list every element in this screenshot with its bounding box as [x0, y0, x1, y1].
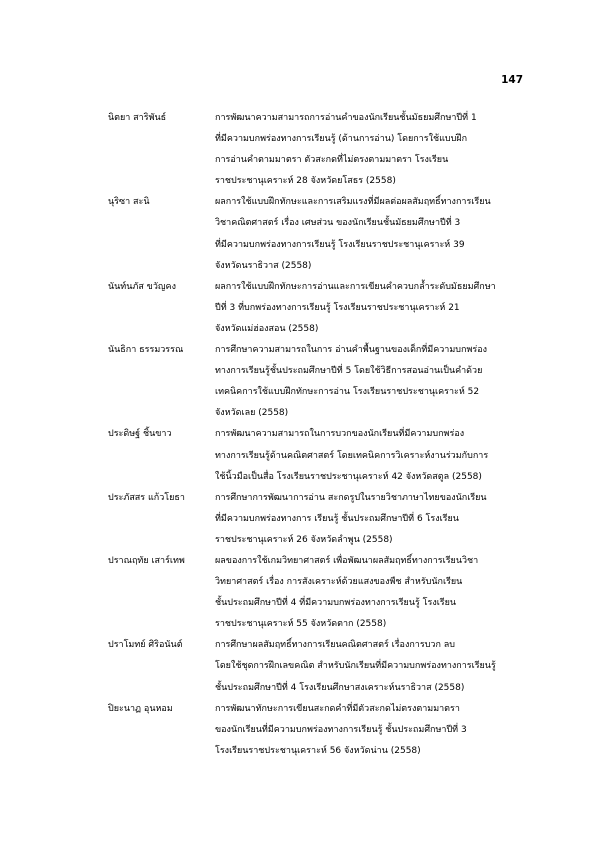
bibliography-entry [108, 699, 528, 762]
entry-title [215, 277, 528, 340]
entry-title-line: การศึกษาการพัฒนาการอ่าน สะกดรูปในรายวิชาภาษาไทยของนักเรียน [215, 492, 487, 503]
entry-title-line: ใช้นิ้วมือเป็นสื่อ โรงเรียนราชประชานุเคราะห์ 42 จังหวัดสตูล (2558) [215, 471, 482, 482]
entry-title [215, 699, 528, 762]
entry-author: นิตยา สาริพันธ์ [108, 113, 167, 123]
entry-title-line: ผลของการใช้เกมวิทยาศาสตร์ เพื่อพัฒนาผลสัมฤทธิ์ทางการเรียนวิชา [215, 555, 479, 566]
entry-title-line: ราชประชานุเคราะห์ 55 จังหวัดตาก (2558) [215, 619, 387, 630]
entry-title-line: ทางการเรียนรู้ชั้นประถมศึกษาปีที่ 5 โดยใช้วิธีการสอนอ่านเป็นคำด้วย [215, 366, 483, 377]
entry-title [215, 551, 528, 635]
bibliography-entry [108, 108, 528, 192]
entry-title [215, 635, 528, 698]
bibliography-entry [108, 551, 528, 635]
entry-title [215, 488, 528, 551]
entry-title-line: ผลการใช้แบบฝึกทักษะและการเสริมแรงที่มีผลต่อผลสัมฤทธิ์ทางการเรียน [215, 197, 491, 208]
entry-title-line: การพัฒนาความสามารถในการบวกของนักเรียนที่มีความบกพร่อง [215, 429, 465, 440]
entry-title-line: ราชประชานุเคราะห์ 28 จังหวัดยโสธร (2558) [215, 176, 396, 187]
entry-author: นุริซา สะนิ [108, 197, 150, 208]
entry-title-line: วิทยาศาสตร์ เรื่อง การสังเคราะห์ด้วยแสงของพืช สำหรับนักเรียน [215, 577, 463, 588]
bibliography-entry [108, 635, 528, 698]
entry-title-line: ชั้นประถมศึกษาปีที่ 4 โรงเรียนศึกษาสงเคราะห์นราธิวาส (2558) [215, 682, 465, 693]
entry-title-line: ทางการเรียนรู้ด้านคณิตศาสตร์ โดยเทคนิคการวิเคราะห์งานร่วมกับการ [215, 450, 489, 461]
bibliography-entry [108, 488, 528, 551]
bibliography-entry [108, 424, 528, 487]
entry-title-line: ราชประชานุเคราะห์ 26 จังหวัดลำพูน (2558) [215, 534, 393, 545]
entry-title-line: ที่มีความบกพร่องทางการ เรียนรู้ ชั้นประถมศึกษาปีที่ 6 โรงเรียน [215, 513, 459, 524]
entry-title-line: วิชาคณิตศาสตร์ เรื่อง เศษส่วน ของนักเรียนชั้นมัธยมศึกษาปีที่ 3 [215, 218, 461, 229]
entry-title-line: ที่มีความบกพร่องทางการเรียนรู้ (ด้านการอ่าน) โดยการใช้แบบฝึก [215, 134, 468, 145]
entry-author: ประภัสสร แก้วโยธา [108, 492, 185, 503]
bibliography-entry [108, 192, 528, 276]
bibliography-list [108, 108, 528, 762]
entry-title-line: โดยใช้ชุดการฝึกเลขคณิต สำหรับนักเรียนที่มีความบกพร่องทางการเรียนรู้ [215, 661, 496, 672]
entry-author: ปราโมทย์ ศิริอนันต์ [108, 640, 183, 651]
entry-author: นันธิกา ธรรมวรรณ [108, 345, 184, 356]
bibliography-entry [108, 277, 528, 340]
entry-title-line: ผลการใช้แบบฝึกทักษะการอ่านและการเขียนคำควบกล้ำระดับมัธยมศึกษา [215, 281, 496, 292]
entry-title-line: ที่มีความบกพร่องทางการเรียนรู้ โรงเรียนราชประชานุเคราะห์ 39 [215, 239, 465, 250]
entry-author: ปราณฤทัย เสาร์เทพ [108, 555, 185, 566]
entry-title-line: การศึกษาผลสัมฤทธิ์ทางการเรียนคณิตศาสตร์ เรื่องการบวก ลบ [215, 640, 455, 651]
entry-author: ประดิษฐ์ ชิ้นขาว [108, 429, 172, 440]
entry-title-line: จังหวัดนราธิวาส (2558) [215, 260, 312, 271]
page-number: 147 [501, 74, 523, 86]
entry-title-line: ปีที่ 3 ที่บกพร่องทางการเรียนรู้ โรงเรียนราชประชานุเคราะห์ 21 [215, 302, 460, 313]
entry-title [215, 108, 528, 192]
entry-title-line: จังหวัดเลย (2558) [215, 408, 289, 419]
entry-title [215, 424, 528, 487]
entry-title-line: จังหวัดแม่ฮ่องสอน (2558) [215, 323, 319, 334]
entry-title-line: การพัฒนาทักษะการเขียนสะกดคำที่มีตัวสะกดไม่ตรงตามมาตรา [215, 703, 460, 714]
entry-title-line: การศึกษาความสามารถในการ อ่านคำพื้นฐานของเด็กที่มีความบกพร่อง [215, 345, 488, 356]
bibliography-entry [108, 340, 528, 424]
entry-title-line: การพัฒนาความสามารถการอ่านคำของนักเรียนชั้นมัธยมศึกษาปีที่ 1 [215, 113, 477, 123]
entry-title-line: โรงเรียนราชประชานุเคราะห์ 56 จังหวัดน่าน (2558) [215, 745, 421, 756]
entry-title [215, 340, 528, 424]
entry-author: นันท์นภัส ขวัญคง [108, 281, 176, 292]
entry-title-line: ของนักเรียนที่มีความบกพร่องทางการเรียนรู้ ชั้นประถมศึกษาปีที่ 3 [215, 724, 467, 735]
entry-title-line: การอ่านคำตามมาตรา ตัวสะกดที่ไม่ตรงตามมาตรา โรงเรียน [215, 155, 449, 166]
entry-author: ปิยะนาฏ อุนหอม [108, 703, 173, 714]
entry-title-line: เทคนิคการใช้แบบฝึกทักษะการอ่าน โรงเรียนราชประชานุเคราะห์ 52 [215, 387, 480, 398]
entry-title-line: ชั้นประถมศึกษาปีที่ 4 ที่มีความบกพร่องทางการเรียนรู้ โรงเรียน [215, 598, 457, 609]
entry-title [215, 192, 528, 276]
